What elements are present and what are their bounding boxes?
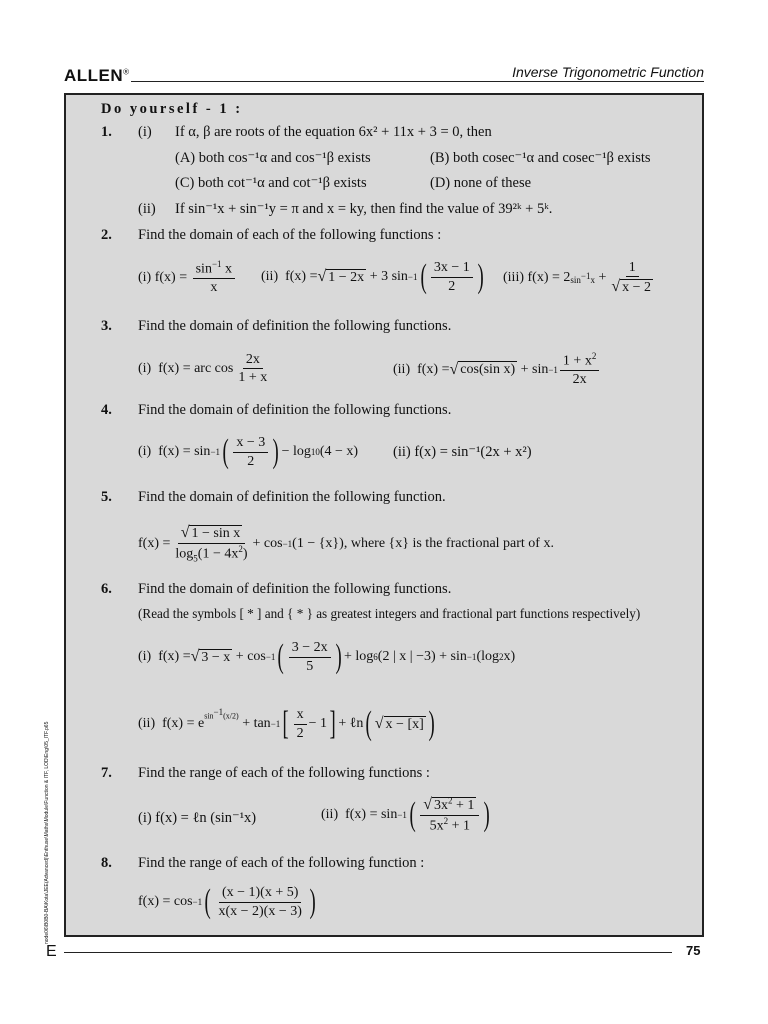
option-d: (D) none of these xyxy=(430,175,532,191)
box-title: Do yourself - 1 : xyxy=(101,101,243,117)
equation: (i) f(x) = arc cos $\frac{2x}{1 + x}$ xyxy=(138,352,268,386)
footer-letter: E xyxy=(46,943,57,960)
question-number: 4. xyxy=(101,402,112,418)
question-number: 2. xyxy=(101,227,112,243)
option-c: (C) both cot⁻¹α and cot⁻¹β exists xyxy=(175,175,367,191)
equation: (iii) f(x) = 2 $\sin^{-1}x$ + $\frac{1}{√ x - 2}$ xyxy=(503,260,652,296)
question-text: Find the range of each of the following function : xyxy=(138,855,425,871)
equation: f(x) = $\frac{\text{√ 1 − sin x}}{\log_5(1 - 4x^2)}$ + cos −1 (1 − {x}) , where {x} is the fractional part of x. xyxy=(138,524,554,564)
question-number: 6. xyxy=(101,581,112,597)
option-b: (B) both cosec⁻¹α and cosec⁻¹β exists xyxy=(430,150,651,166)
equation: (i) f(x) = √ 3 − x + cos −1 ( $\frac{3 - 2x}{5}$ ) + log 6 (2 | x | −3) + sin −1 (log 2 x) xyxy=(138,638,516,675)
equation: (ii) f(x) = sin −1 ( $\frac{√ 3x^2 + 1}{5x^2 + 1}$ ) xyxy=(321,795,491,834)
equation: (ii) f(x) = √ 1 − 2x + 3 sin −1 ( $\frac{3x - 1}{2}$ ) xyxy=(261,258,484,295)
footer-rule xyxy=(64,952,672,953)
exercise-box xyxy=(64,93,704,937)
equation: (i) f(x) = $\frac{\sin^{-1} x}{x}$ xyxy=(138,260,237,295)
equation: (ii) f(x) = sin⁻¹(2x + x²) xyxy=(393,444,532,460)
question-number: 1. xyxy=(101,124,112,140)
question-text: If sin⁻¹x + sin⁻¹y = π and x = ky, then find the value of 39²ᵏ + 5ᵏ. xyxy=(175,201,553,217)
equation: (ii) f(x) = e $^{sin^{-1} (x/2)}$ + tan $_{-1}$ [ $\frac{x}{2}$ − 1 ] + ℓn ( √ x − [x] ) xyxy=(138,705,435,742)
question-number: 7. xyxy=(101,765,112,781)
brand-logo: ALLEN® xyxy=(64,66,130,85)
option-a: (A) both cos⁻¹α and cos⁻¹β exists xyxy=(175,150,371,166)
question-text: Find the range of each of the following functions : xyxy=(138,765,430,781)
side-file-path: node06\B0B0-BA\Kota\JEE(Advanced)\Enthuse\Maths\Module\Function & ITF, LOD\Eng\05_ITF.p65 xyxy=(44,721,50,944)
question-text: Find the domain of definition the following functions. xyxy=(138,402,452,418)
header-rule xyxy=(131,81,704,82)
part-label: (ii) xyxy=(138,201,156,217)
where-note: , where {x} is the fractional part of x. xyxy=(343,535,554,551)
part-label: (i) xyxy=(138,124,152,140)
chapter-title: Inverse Trigonometric Function xyxy=(512,64,704,80)
equation: (i) f(x) = sin −1 ( $\frac{x - 3}{2}$ ) − log 10 (4 − x) xyxy=(138,433,359,470)
question-number: 8. xyxy=(101,855,112,871)
question-note: (Read the symbols [ * ] and { * } as greatest integers and fractional part functions respectively) xyxy=(138,606,641,621)
question-text: If α, β are roots of the equation 6x² + 11x + 3 = 0, then xyxy=(175,124,492,140)
question-text: Find the domain of each of the following functions : xyxy=(138,227,442,243)
question-text: Find the domain of definition the following functions. xyxy=(138,318,452,334)
question-number: 3. xyxy=(101,318,112,334)
question-number: 5. xyxy=(101,489,112,505)
page-number: 75 xyxy=(686,943,701,958)
equation: (i) f(x) = ℓn (sin⁻¹x) xyxy=(138,810,257,826)
question-text: Find the domain of definition the following function. xyxy=(138,489,446,505)
question-text: Find the domain of definition the following functions. xyxy=(138,581,452,597)
equation: (ii) f(x) = √ cos(sin x) + sin −1 $\frac{1 + x^2}{2x}$ xyxy=(393,352,601,387)
equation: f(x) = cos −1 ( $\frac{(x - 1)(x + 5)}{x(x - 2)(x - 3)}$ ) xyxy=(138,883,316,920)
